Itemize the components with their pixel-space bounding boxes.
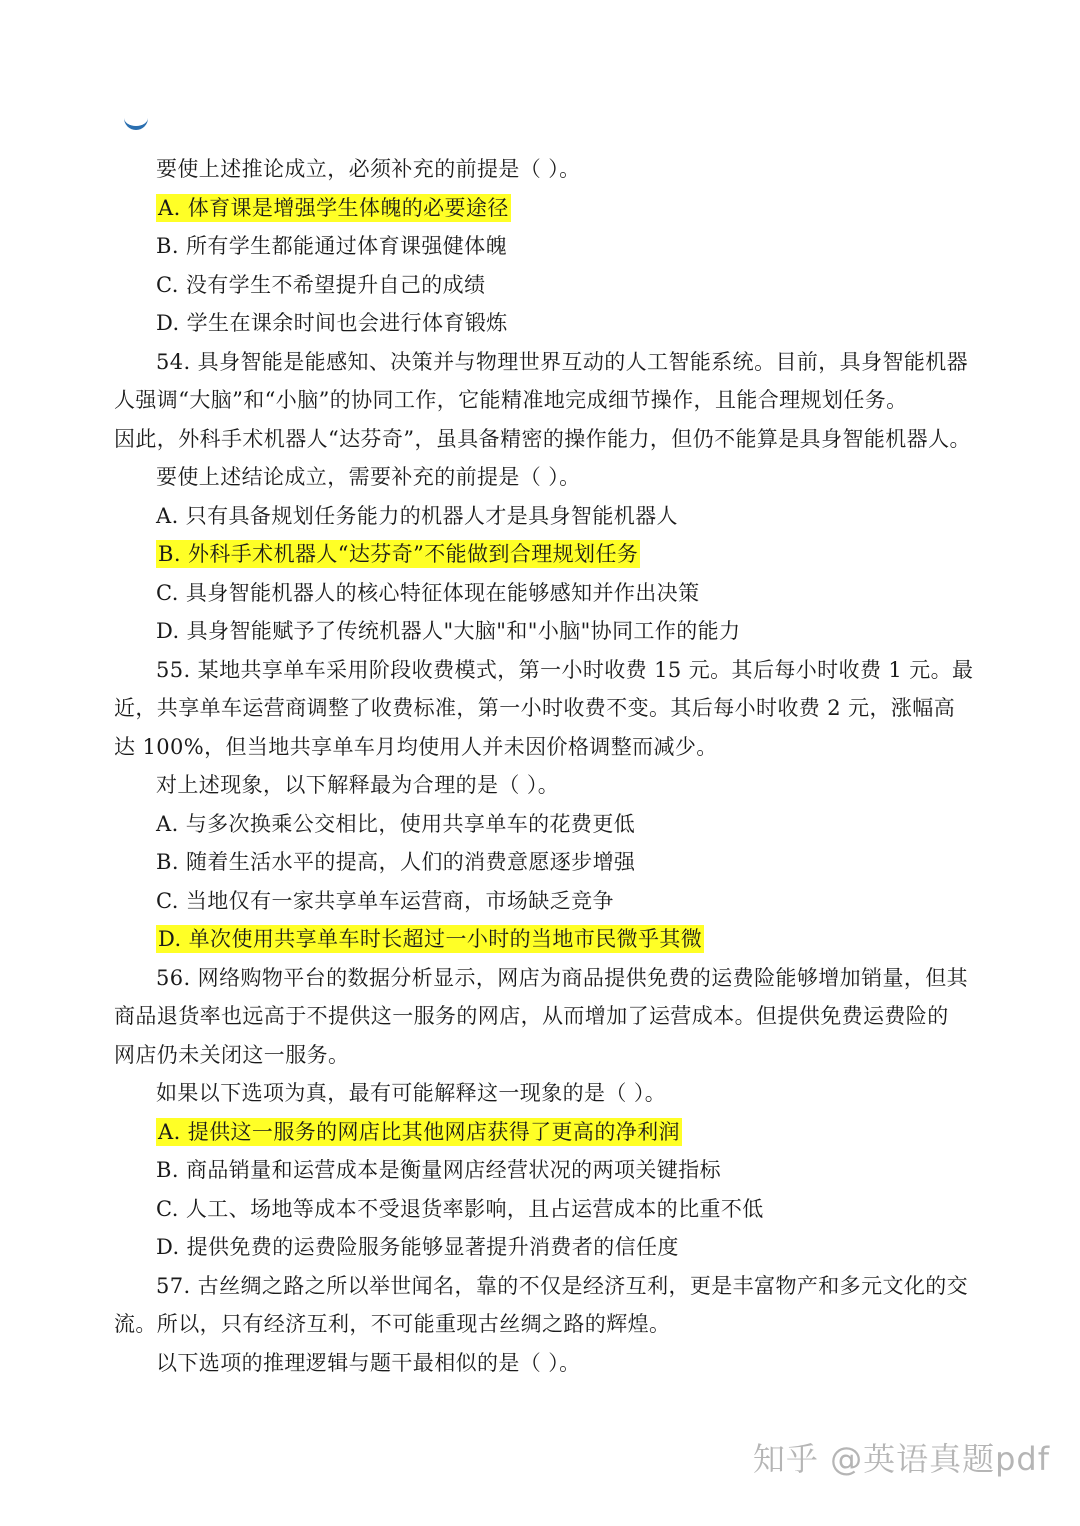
q56-option-d: D. 提供免费的运费险服务能够显著提升消费者的信任度: [156, 1235, 679, 1259]
q53-option-b: B. 所有学生都能通过体育课强健体魄: [156, 234, 507, 258]
q55-option-d: [114, 920, 974, 959]
q53-option-a: [114, 189, 974, 228]
q56-text-line: 56. 网络购物平台的数据分析显示，网店为商品提供免费的运费险能够增加销量，但其: [156, 965, 969, 990]
corner-mark-icon: [124, 112, 148, 130]
q54-text-line: 因此，外科手术机器人“达芬奇”，虽具备精密的操作能力，但仍不能算是具身智能机器人。: [114, 426, 971, 451]
q55-option-c: C. 当地仅有一家共享单车运营商，市场缺乏竞争: [156, 888, 614, 913]
answer-highlight: D. 单次使用共享单车时长超过一小时的当地市民微乎其微: [158, 927, 703, 951]
q53-option-c: C. 没有学生不希望提升自己的成绩: [156, 272, 486, 297]
q54-option-b: [114, 535, 974, 574]
q56-option-c: C. 人工、场地等成本不受退货率影响，且占运营成本的比重不低: [156, 1196, 764, 1221]
q54-text-line: 54. 具身智能是能感知、决策并与物理世界互动的人工智能系统。目前，具身智能机器: [156, 349, 969, 374]
watermark: 知乎 @英语真题pdf: [752, 1440, 1050, 1478]
q56-stem: 如果以下选项为真，最有可能解释这一现象的是（ ）。: [156, 1081, 667, 1105]
q55-text-line: 55. 某地共享单车采用阶段收费模式，第一小时收费 15 元。其后每小时收费 1 元。最: [156, 657, 974, 682]
q53-stem: 要使上述推论成立，必须补充的前提是（ ）。: [156, 157, 581, 181]
question-content: [114, 150, 974, 1382]
q55-option-a: A. 与多次换乘公交相比，使用共享单车的花费更低: [156, 811, 636, 836]
answer-highlight: A. 提供这一服务的网店比其他网店获得了更高的净利润: [158, 1119, 680, 1144]
q57-text-line: 流。所以，只有经济互利，不可能重现古丝绸之路的辉煌。: [114, 1312, 671, 1336]
q57-stem: 以下选项的推理逻辑与题干最相似的是（ ）。: [156, 1350, 581, 1375]
q55-text-line: 达 100%，但当地共享单车月均使用人并未因价格调整而减少。: [114, 734, 718, 759]
q55-option-b: B. 随着生活水平的提高，人们的消费意愿逐步增强: [156, 850, 636, 874]
q57-text-line: 57. 古丝绸之路之所以举世闻名，靠的不仅是经济互利，更是丰富物产和多元文化的交: [156, 1273, 969, 1298]
q56-text-line: 商品退货率也远高于不提供这一服务的网店，从而增加了运营成本。但提供免费运费险的: [114, 1004, 949, 1028]
q54-text-line: 人强调“大脑”和“小脑”的协同工作，它能精准地完成细节操作，且能合理规划任务。: [114, 388, 908, 412]
q56-text-line: 网店仍未关闭这一服务。: [114, 1042, 350, 1067]
q54-option-c: C. 具身智能机器人的核心特征体现在能够感知并作出决策: [156, 580, 700, 605]
q54-stem: 要使上述结论成立，需要补充的前提是（ ）。: [156, 465, 581, 489]
answer-highlight: A. 体育课是增强学生体魄的必要途径: [158, 195, 509, 220]
q56-option-a: [114, 1113, 974, 1152]
q56-option-b: B. 商品销量和运营成本是衡量网店经营状况的两项关键指标: [156, 1158, 721, 1182]
q54-option-a: A. 只有具备规划任务能力的机器人才是具身智能机器人: [156, 503, 678, 528]
answer-highlight: B. 外科手术机器人“达芬奇”不能做到合理规划任务: [158, 542, 639, 566]
q55-text-line: 近，共享单车运营商调整了收费标准，第一小时收费不变。其后每小时收费 2 元，涨幅高: [114, 696, 956, 720]
q54-option-d: D. 具身智能赋予了传统机器人"大脑"和"小脑"协同工作的能力: [156, 619, 741, 643]
q55-stem: 对上述现象，以下解释最为合理的是（ ）。: [156, 773, 560, 797]
q53-option-d: D. 学生在课余时间也会进行体育锻炼: [156, 311, 508, 335]
